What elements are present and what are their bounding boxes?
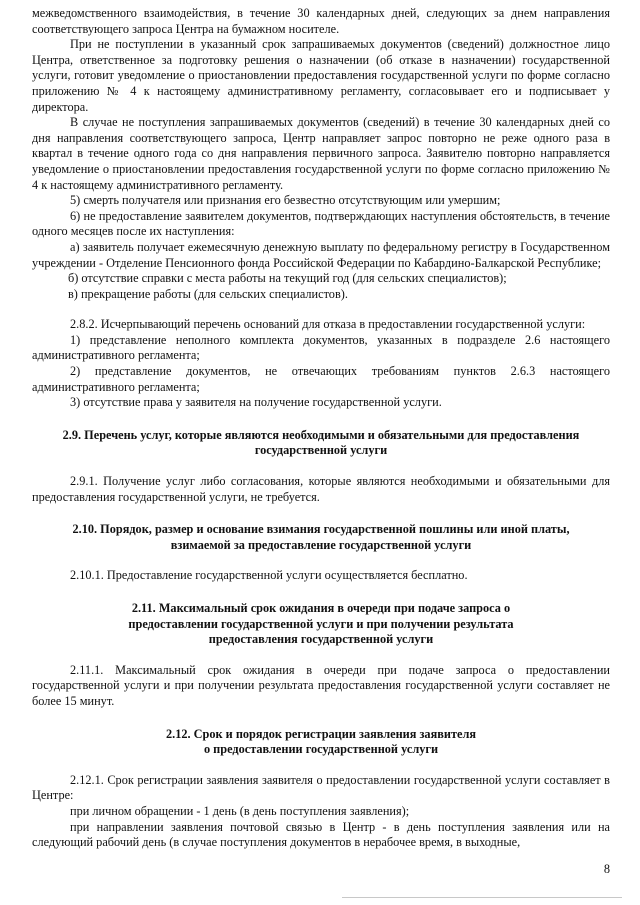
list-item: 6) не предоставление заявителем документов, подтверждающих наступления обстоятельств, в течение одного месяцев после их наступления: xyxy=(32,208,610,239)
paragraph: при личном обращении - 1 день (в день поступления заявления); xyxy=(70,803,410,818)
paragraph: В случае не поступления запрашиваемых документов (сведений) в течение 30 календарных дней со дня направления соответствующего запроса, Центр направляет запрос повторно не реже одного раза в квартал в течение одного года со дня направления первичного запроса. Заявителю повторно направляется уведомление о приостановлении предоставления государственной услуги по форме согласно приложению № 4 к настоящему административного регламенту. xyxy=(32,115,610,192)
paragraph: при направлении заявления почтовой связью в Центр - в день поступления заявления или на следующий рабочий день (в случае поступления документов в нерабочее время, в выходные, xyxy=(32,819,610,850)
section-heading: предоставления государственной услуги xyxy=(208,632,434,647)
section-heading: 2.9. Перечень услуг, которые являются необходимыми и обязательными для предоставления xyxy=(62,427,580,442)
list-item: 5) смерть получателя или признания его безвестно отсутствующим или умершим; xyxy=(70,193,501,208)
list-item: 1) представление неполного комплекта документов, указанных в подразделе 2.6 настоящего административного регламента; xyxy=(32,332,610,363)
paragraph: межведомственного взаимодействия, в течение 30 календарных дней, следующих за днем направления соответствующего запроса Центра на бумажном носителе. xyxy=(32,6,610,36)
paragraph: 2.8.2. Исчерпывающий перечень оснований для отказа в предоставлении государственной услуги: xyxy=(70,317,586,332)
paragraph: 2.12.1. Срок регистрации заявления заявителя о предоставлении государственной услуги составляет в Центре: xyxy=(32,772,610,803)
section-heading: 2.11. Максимальный срок ожидания в очереди при подаче запроса о xyxy=(131,601,511,615)
section-heading: 2.12. Срок и порядок регистрации заявления заявителя xyxy=(165,726,477,741)
list-item: 3) отсутствие права у заявителя на получение государственной услуги. xyxy=(70,395,442,410)
scan-edge-line xyxy=(342,897,622,898)
paragraph: 2.9.1. Получение услуг либо согласования, которые являются необходимыми и обязательными для предоставления государственной услуги, не требуется. xyxy=(32,474,610,504)
sub-list-item: б) отсутствие справки с места работы на текущий год (для сельских специалистов); xyxy=(68,271,507,286)
paragraph: При не поступлении в указанный срок запрашиваемых документов (сведений) должностное лицо Центра, ответственное за подготовку решения о назначении (об отказе в назначении) государственной услуги, готовит уведомление о приостановлении предоставления государственной услуги по форме согласно приложению № 4 к настоящему административному регламенту, согласовывает его и подписывает у директора. xyxy=(32,37,610,114)
paragraph: 2.10.1. Предоставление государственной услуги осуществляется бесплатно. xyxy=(70,568,468,583)
section-heading: взимаемой за предоставление государственной услуги xyxy=(170,537,472,552)
document-page xyxy=(32,6,610,851)
section-heading: предоставлении государственной услуги и при получении результата xyxy=(128,616,514,631)
list-item: 2) представление документов, не отвечающих требованиям пунктов 2.6.3 настоящего административного регламента; xyxy=(32,364,610,394)
page-number: 8 xyxy=(603,862,610,876)
sub-list-item: а) заявитель получает ежемесячную денежную выплату по федеральному регистру в Государственном учреждении - Отделение Пенсионного фонда Российской Федерации по Кабардино-Балкарской Республике; xyxy=(32,239,610,270)
section-heading: 2.10. Порядок, размер и основание взимания государственной пошлины или иной платы, xyxy=(72,522,570,537)
sub-list-item: в) прекращение работы (для сельских специалистов). xyxy=(68,286,348,301)
section-heading: о предоставлении государственной услуги xyxy=(203,742,439,757)
paragraph: 2.11.1. Максимальный срок ожидания в очереди при подаче запроса о предоставлении государственной услуги и при получении результата предоставления государственной услуги составляет не более 15 минут. xyxy=(32,662,610,708)
section-heading: государственной услуги xyxy=(254,443,388,458)
